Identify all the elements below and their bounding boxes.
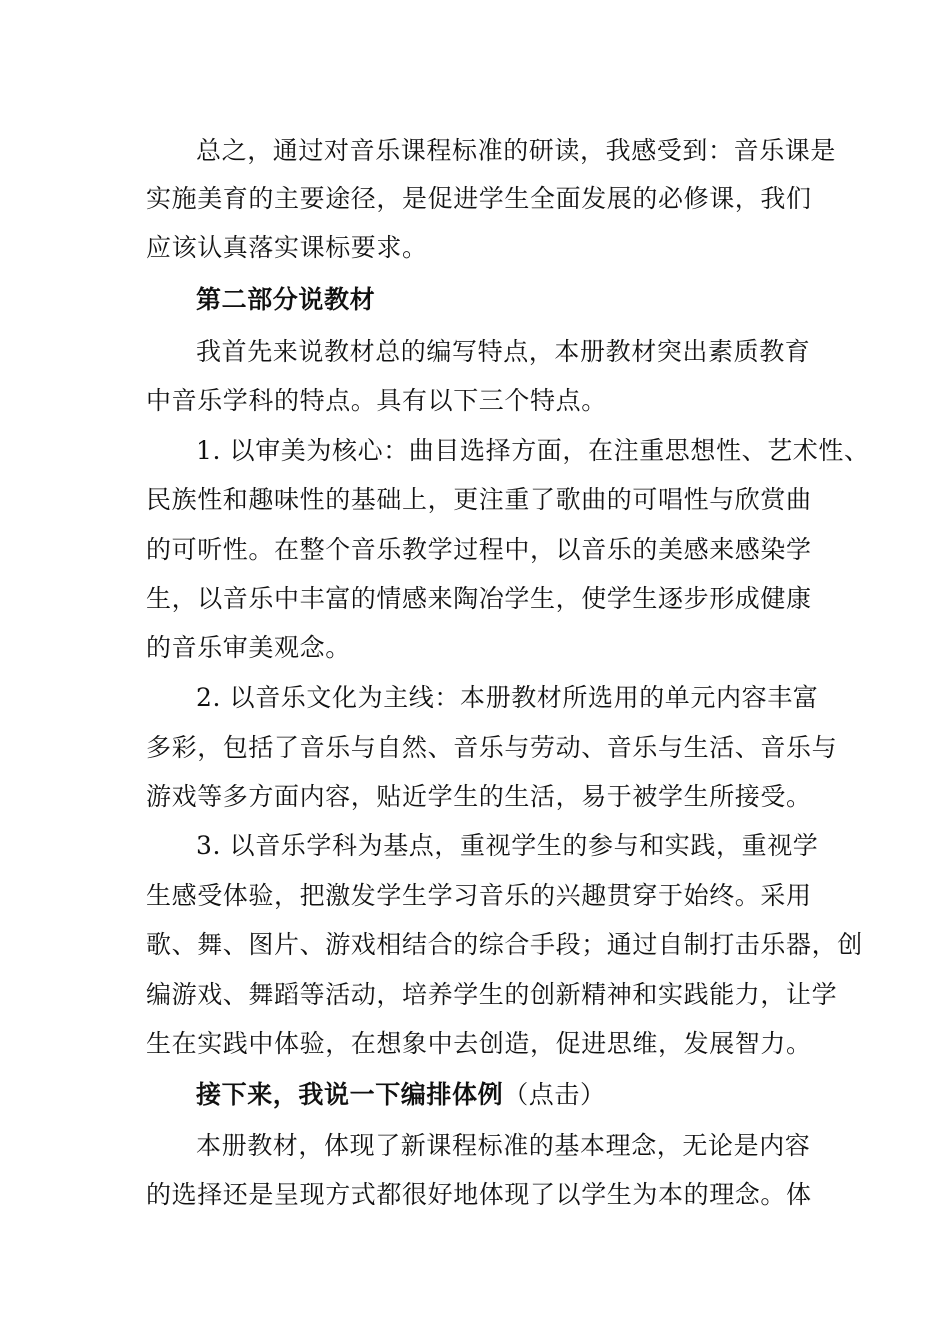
paragraph-line: 生感受体验，把激发学生学习音乐的兴趣贯穿于始终。采用	[146, 881, 812, 910]
paragraph-line: 的可听性。在整个音乐教学过程中，以音乐的美感来感染学	[146, 535, 812, 564]
paragraph-line: 民族性和趣味性的基础上，更注重了歌曲的可唱性与欣赏曲	[146, 485, 812, 514]
paragraph-line: 游戏等多方面内容，贴近学生的生活，易于被学生所接受。	[146, 782, 812, 811]
paragraph-line: 应该认真落实课标要求。	[146, 233, 428, 262]
paragraph-line: 总之，通过对音乐课程标准的研读，我感受到：音乐课是	[196, 136, 837, 165]
paragraph-line: 歌、舞、图片、游戏相结合的综合手段；通过自制打击乐器，创	[146, 930, 863, 959]
heading-note: （点击）	[503, 1080, 606, 1109]
subsection-heading-text: 接下来，我说一下编排体例	[196, 1080, 504, 1109]
paragraph-line: 实施美育的主要途径，是促进学生全面发展的必修课，我们	[146, 184, 812, 213]
subsection-heading	[196, 1080, 896, 1110]
paragraph-line: 生在实践中体验，在想象中去创造，促进思维，发展智力。	[146, 1029, 812, 1058]
paragraph-line: 我首先来说教材总的编写特点，本册教材突出素质教育	[196, 337, 811, 366]
paragraph-line: 2. 以音乐文化为主线：本册教材所选用的单元内容丰富	[196, 683, 819, 712]
paragraph-line: 本册教材，体现了新课程标准的基本理念，无论是内容	[196, 1131, 811, 1160]
paragraph-line: 生，以音乐中丰富的情感来陶冶学生，使学生逐步形成健康	[146, 584, 812, 613]
paragraph-line: 1. 以审美为核心：曲目选择方面，在注重思想性、艺术性、	[196, 436, 870, 465]
paragraph-line: 多彩，包括了音乐与自然、音乐与劳动、音乐与生活、音乐与	[146, 733, 838, 762]
paragraph-line: 中音乐学科的特点。具有以下三个特点。	[146, 386, 607, 415]
paragraph-line: 3. 以音乐学科为基点，重视学生的参与和实践，重视学	[196, 831, 819, 860]
paragraph-line: 编游戏、舞蹈等活动，培养学生的创新精神和实践能力，让学	[146, 980, 838, 1009]
section-heading: 第二部分说教材	[196, 285, 376, 314]
paragraph-line: 的选择还是呈现方式都很好地体现了以学生为本的理念。体	[146, 1180, 812, 1209]
paragraph-line: 的音乐审美观念。	[146, 633, 351, 662]
